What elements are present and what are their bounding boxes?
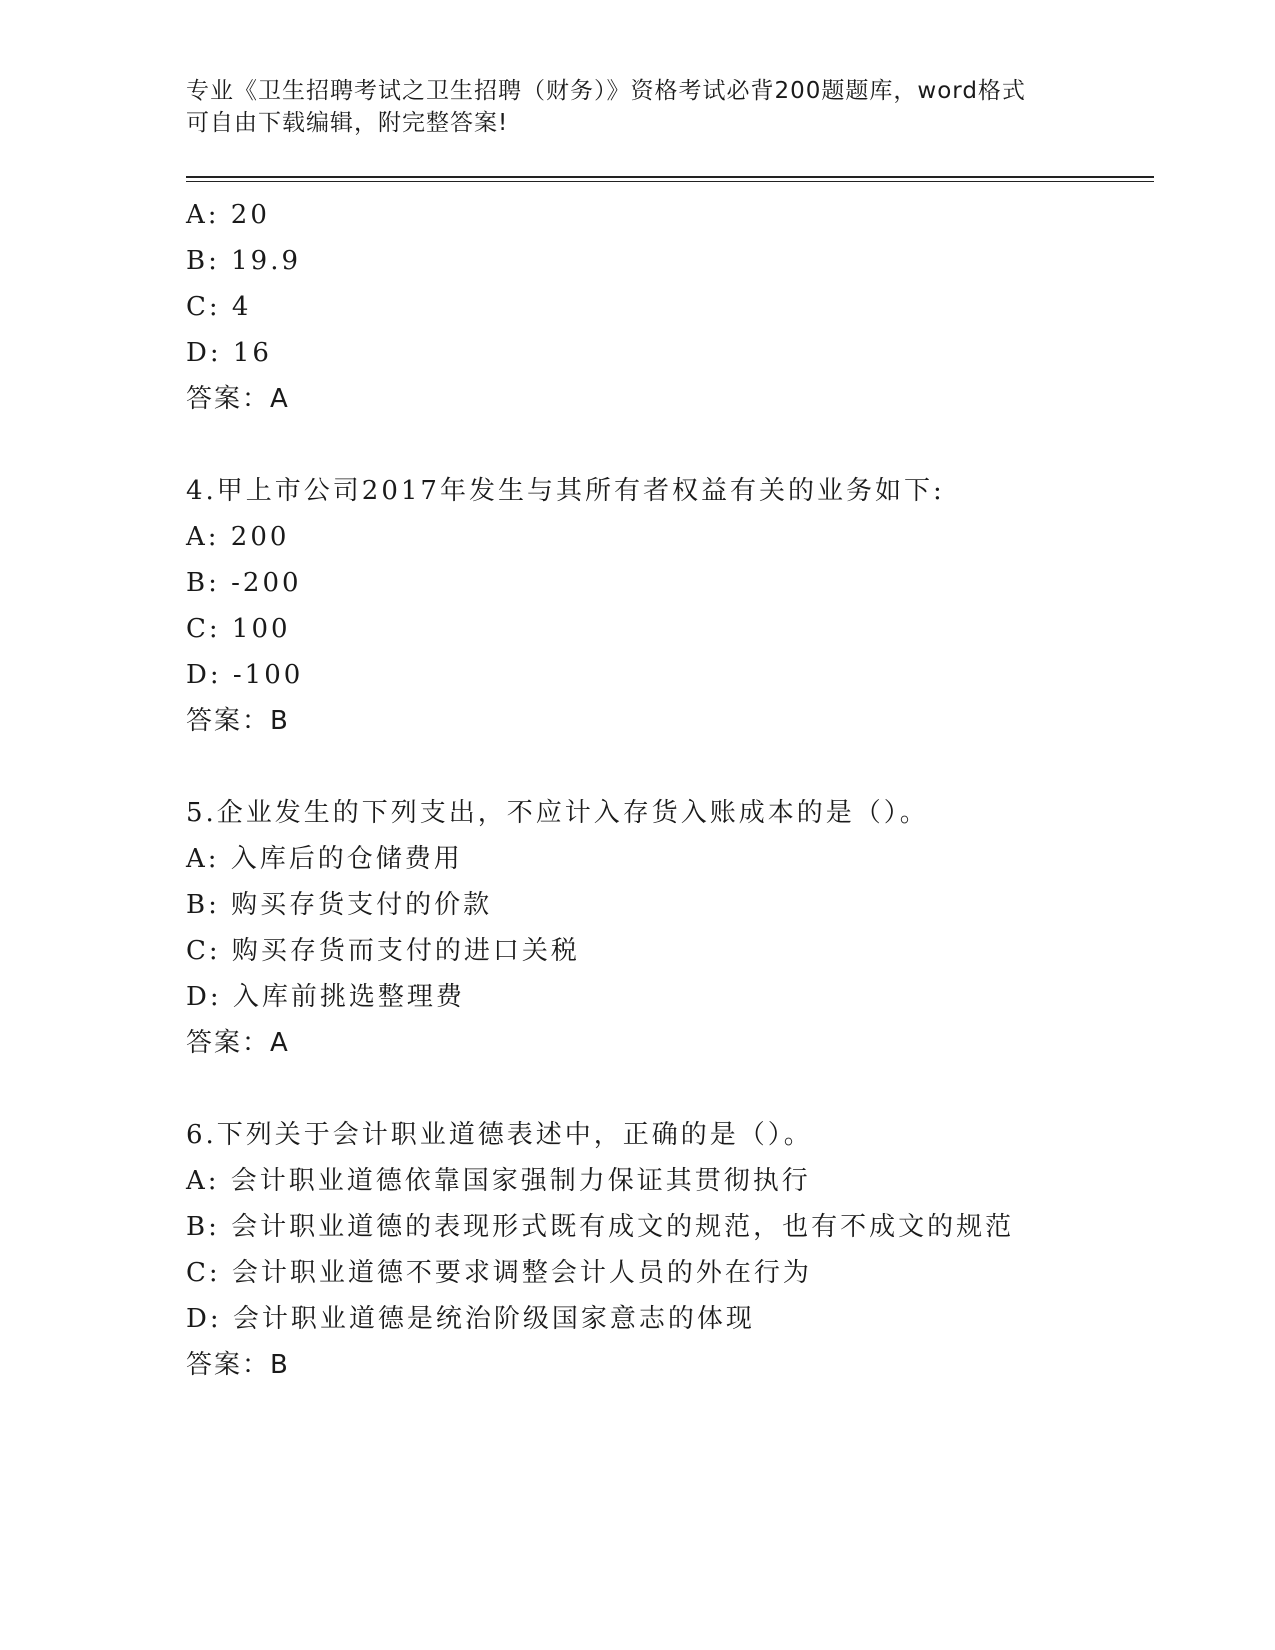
answer: 答案：B xyxy=(186,1350,290,1380)
option-d: D: 16 xyxy=(186,338,272,368)
option-b: B: 购买存货支付的价款 xyxy=(186,890,493,920)
option-c: C: 4 xyxy=(186,292,252,322)
spacer xyxy=(186,744,1186,790)
option-d: D: 会计职业道德是统治阶级国家意志的体现 xyxy=(186,1304,755,1334)
option-c: C: 100 xyxy=(186,614,291,644)
answer: 答案：B xyxy=(186,706,290,736)
header-title-line-2: 可自由下载编辑，附完整答案! xyxy=(186,110,509,136)
spacer xyxy=(186,1066,1186,1112)
option-d: D: 入库前挑选整理费 xyxy=(186,982,465,1012)
question-5 xyxy=(186,790,1186,1066)
option-b: B: 19.9 xyxy=(186,246,302,276)
question-stem: 4.甲上市公司2017年发生与其所有者权益有关的业务如下: xyxy=(186,476,945,506)
question-6 xyxy=(186,1112,1186,1388)
answer: 答案：A xyxy=(186,1028,290,1058)
option-b: B: 会计职业道德的表现形式既有成文的规范，也有不成文的规范 xyxy=(186,1212,1015,1242)
option-c: C: 购买存货而支付的进口关税 xyxy=(186,936,580,966)
answer: 答案：A xyxy=(186,384,290,414)
option-a: A: 20 xyxy=(186,200,270,230)
option-d: D: -100 xyxy=(186,660,304,690)
option-a: A: 入库后的仓储费用 xyxy=(186,844,463,874)
question-3 xyxy=(186,192,1186,422)
question-stem: 6.下列关于会计职业道德表述中，正确的是（）。 xyxy=(186,1120,813,1150)
question-4 xyxy=(186,468,1186,744)
spacer xyxy=(186,422,1186,468)
header-divider-thick xyxy=(186,176,1154,178)
question-list xyxy=(186,192,1186,1388)
header-title-line-1: 专业《卫生招聘考试之卫生招聘（财务）》资格考试必背200题题库，word格式 xyxy=(186,78,1026,104)
document-header xyxy=(186,75,1066,139)
option-b: B: -200 xyxy=(186,568,302,598)
option-a: A: 会计职业道德依靠国家强制力保证其贯彻执行 xyxy=(186,1166,811,1196)
option-c: C: 会计职业道德不要求调整会计人员的外在行为 xyxy=(186,1258,812,1288)
question-stem: 5.企业发生的下列支出，不应计入存货入账成本的是（）。 xyxy=(186,798,929,828)
header-divider-thin xyxy=(186,181,1154,182)
option-a: A: 200 xyxy=(186,522,290,552)
